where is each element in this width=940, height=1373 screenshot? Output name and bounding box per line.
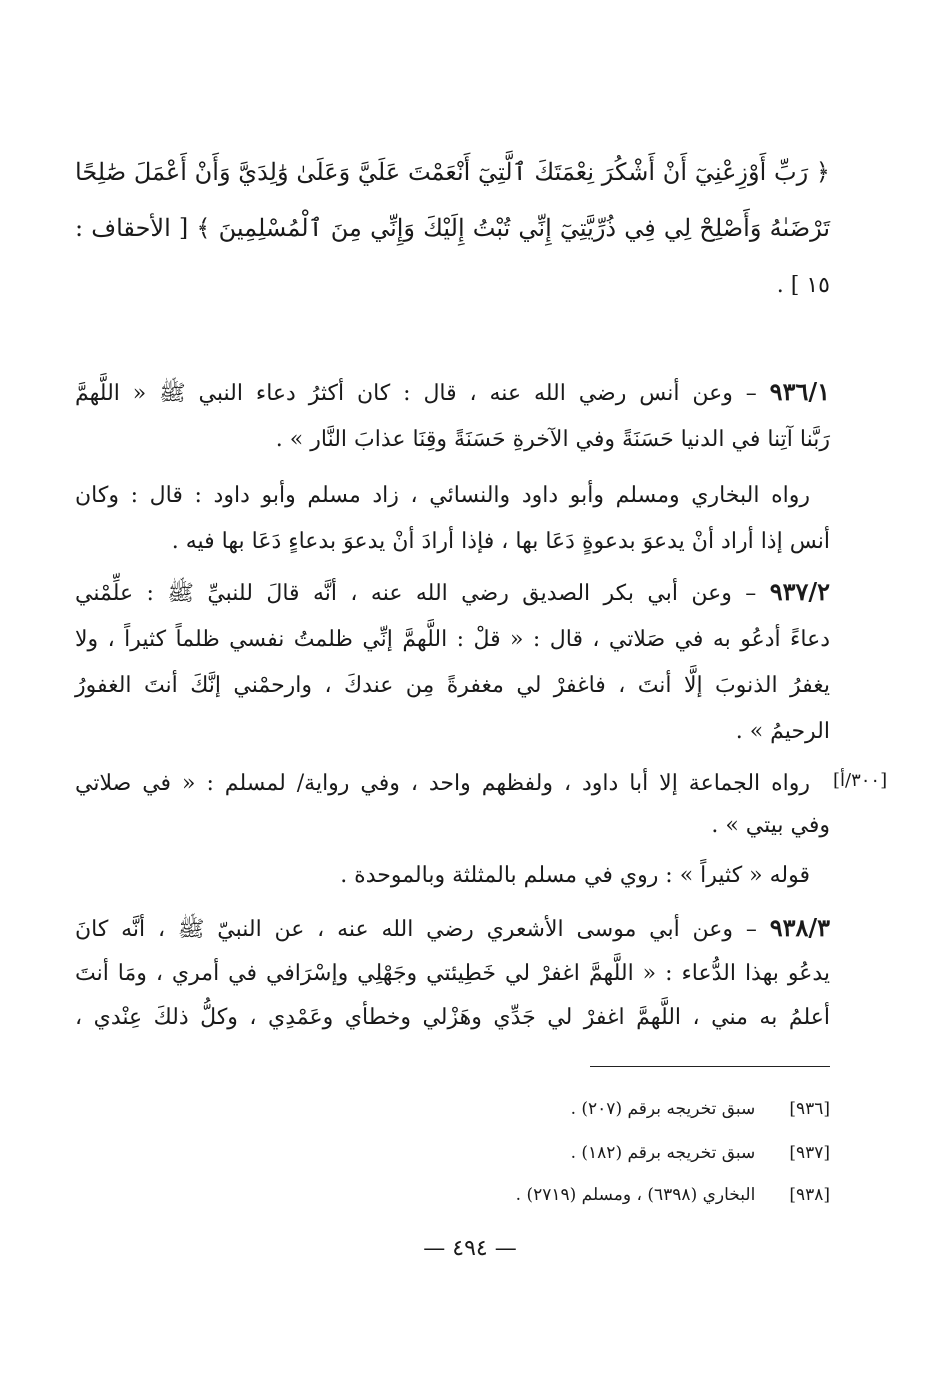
hadith-text: – وعن أبي موسى الأشعري رضي الله عنه ، عن النبيّ ﷺ ، أنَّه كانَ: [75, 917, 757, 942]
takhrij-937-note: قوله « كثيراً » : روي في مسلم بالمثلثة وبالموحدة .: [340, 863, 810, 888]
takhrij-937-line-2: وفي بيتي » .: [711, 813, 830, 838]
quran-verse-line-1: ﴿ رَبِّ أَوْزِعْنِيٓ أَنْ أَشْكُرَ نِعْمَتَكَ ٱلَّتِيٓ أَنْعَمْتَ عَلَيَّ وَعَلَىٰ وَٰلِدَيَّ وَأَنْ أَعْمَلَ صَٰلِحًا: [75, 158, 830, 186]
hadith-number: ٩٣٦/١: [769, 377, 830, 406]
quran-verse-line-2: تَرْضَىٰهُ وَأَصْلِحْ لِي فِي ذُرِّيَّتِيٓ إِنِّي تُبْتُ إِلَيْكَ وَإِنِّي مِنَ ٱلْمُسْلِمِينَ ﴾ [ الأحقاف :: [75, 214, 830, 242]
footnote-937: [571, 1138, 830, 1168]
manuscript-folio-ref: [٣٠٠/أ]: [833, 770, 888, 791]
footnote-divider: [590, 1066, 830, 1067]
hadith-text: – وعن أبي بكر الصديق رضي الله عنه ، أنَّه قالَ للنبيِّ ﷺ : علِّمْني: [75, 581, 757, 606]
footnote-ref: [٩٣٦]: [789, 1099, 830, 1119]
footnote-text: سبق تخريجه برقم (٢٠٧) .: [570, 1099, 756, 1119]
hadith-text: – وعن أنس رضي الله عنه ، قال : كان أكثرُ دعاء النبي ﷺ « اللَّهمَّ: [75, 381, 757, 406]
takhrij-936-line-2: أنس إذا أراد أنْ يدعوَ بدعوةٍ دَعَا بها ، فإذا أرادَ أنْ يدعوَ بدعاءٍ دَعَا بها فيه .: [171, 529, 830, 554]
footnote-ref: [٩٣٨]: [789, 1185, 830, 1205]
hadith-936-line-2: رَبَّنا آتِنا في الدنيا حَسَنَةً وفي الآخرةِ حَسَنَةً وقِنَا عذابَ النَّار » .: [275, 427, 830, 452]
footnote-938: [516, 1180, 830, 1210]
takhrij-936-line-1: رواه البخاري ومسلم وأبو داود والنسائي ، زاد مسلم وأبو داود : قال : وكان: [75, 483, 810, 508]
hadith-938-line-3: أعلمُ به مني ، اللَّهمَّ اغفرْ لي جَدِّي وهَزْلي وخطأي وعَمْدِي ، وكلُّ ذلكَ عِنْدي ،: [75, 1005, 830, 1030]
hadith-938-line-2: يدعُو بهذا الدُّعاء : « اللَّهمَّ اغفرْ لي خَطِيئتي وجَهْلِي وإسْرَافي في أمري ، ومَا أنتَ: [75, 961, 830, 986]
hadith-936-line-1: [75, 372, 830, 414]
footnote-ref: [٩٣٧]: [789, 1143, 830, 1163]
hadith-938-line-1: [75, 908, 830, 950]
hadith-number: ٩٣٨/٣: [769, 913, 831, 942]
quran-verse-line-3: ١٥ ] .: [776, 273, 830, 298]
hadith-937-line-1: [75, 572, 830, 614]
footnote-text: سبق تخريجه برقم (١٨٢) .: [570, 1143, 756, 1163]
hadith-937-line-4: الرحيمُ » .: [735, 719, 830, 744]
hadith-937-line-2: دعاءً أدعُو به في صَلاتي ، قال : « قلْ : اللَّهمَّ إنِّي ظلمتُ نفسي ظلماً كثيراً ، ولا: [75, 627, 830, 652]
hadith-number: ٩٣٧/٢: [769, 577, 831, 606]
footnote-text: البخاري (٦٣٩٨) ، ومسلم (٢٧١٩) .: [515, 1185, 756, 1205]
takhrij-937-line-1: رواه الجماعة إلا أبا داود ، ولفظهم واحد ، وفي رواية/ لمسلم : « في صلاتي: [75, 771, 810, 796]
footnote-936: [571, 1094, 830, 1124]
hadith-937-line-3: يغفرُ الذنوبَ إلَّا أنتَ ، فاغفرْ لي مغفرةً مِن عندكَ ، وارحمْني إنَّكَ أنتَ الغفورُ: [75, 673, 830, 698]
page-number: — ٤٩٤ —: [423, 1236, 517, 1261]
